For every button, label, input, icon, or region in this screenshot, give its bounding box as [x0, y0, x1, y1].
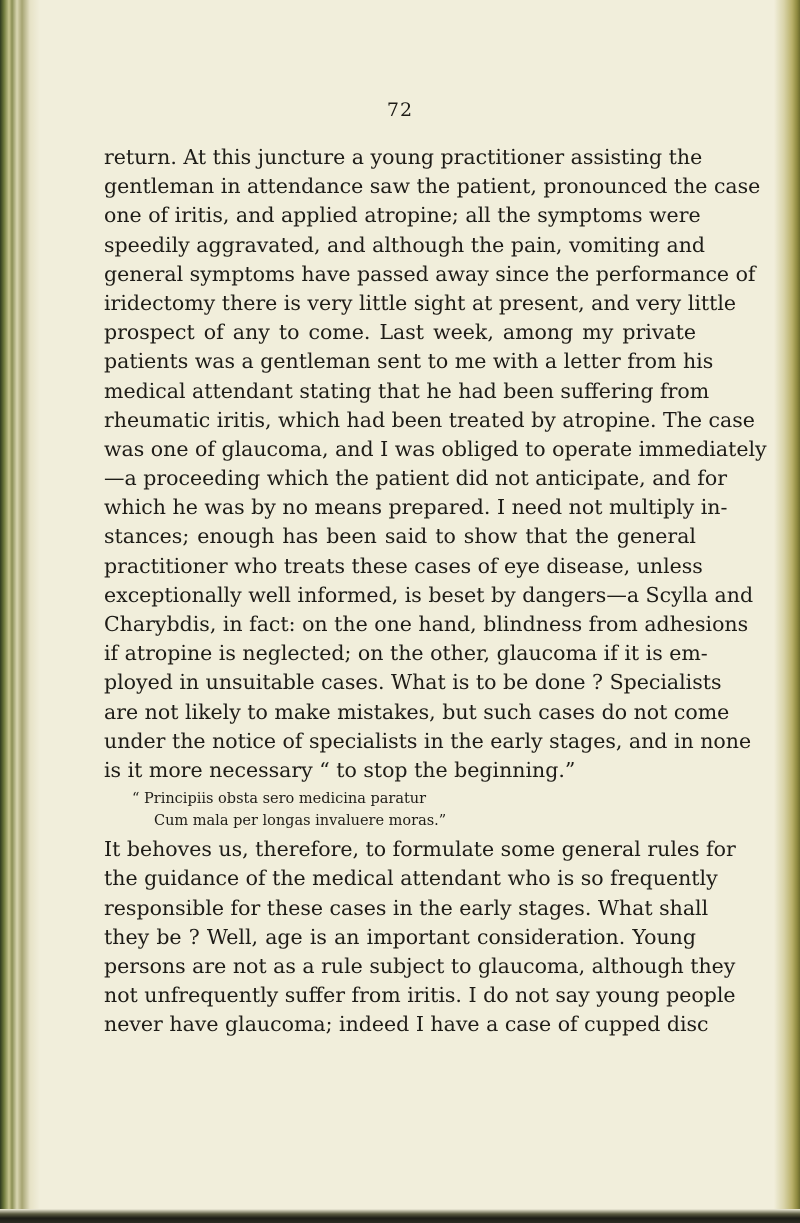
text-line: which he was by no means prepared. I need not multiply in- [104, 495, 728, 520]
text-line: gentleman in attendance saw the patient, pronounced the case [104, 174, 761, 199]
text-line: patients was a gentleman sent to me with a letter from his [104, 349, 714, 374]
page-edge-right [774, 0, 800, 1223]
page-edge-bottom [0, 1209, 800, 1223]
text-line: the guidance of the medical attendant who is so frequently [104, 866, 718, 891]
text-line: are not likely to make mistakes, but such cases do not come [104, 699, 730, 724]
paragraph-2 [104, 835, 736, 1039]
body-text [104, 143, 767, 1039]
text-line: persons are not as a rule subject to glaucoma, although they [104, 953, 736, 978]
text-line: prospect of any to come. Last week, among my private [104, 320, 696, 345]
text-line: one of iritis, and applied atropine; all the symptoms were [104, 203, 701, 228]
latin-quotation [104, 788, 696, 832]
text-line: not unfrequently suffer from iritis. I do not say young people [104, 983, 736, 1008]
text-line: ployed in unsuitable cases. What is to be done ? Specialists [104, 670, 722, 695]
text-line: responsible for these cases in the early stages. What shall [104, 895, 709, 920]
text-line: It behoves us, therefore, to formulate some general rules for [104, 837, 736, 862]
text-line: general symptoms have passed away since the performance of [104, 261, 756, 286]
quote-line: Cum mala per longas invaluere moras.” [154, 813, 447, 830]
text-line: iridectomy there is very little sight at present, and very little [104, 290, 737, 315]
text-line: practitioner who treats these cases of eye disease, unless [104, 553, 703, 578]
text-line: —a proceeding which the patient did not anticipate, and for [104, 466, 728, 491]
text-line: exceptionally well informed, is beset by dangers—a Scylla and [104, 582, 754, 607]
text-line: under the notice of specialists in the early stages, and in none [104, 728, 752, 753]
text-line: stances; enough has been said to show that the general [104, 524, 696, 549]
quote-line: “ Principiis obsta sero medicina paratur [132, 791, 427, 808]
text-line: if atropine is neglected; on the other, glaucoma if it is em- [104, 641, 708, 666]
text-line: speedily aggravated, and although the pain, vomiting and [104, 232, 706, 257]
text-line: never have glaucoma; indeed I have a case of cupped disc [104, 1012, 709, 1037]
text-line: is it more necessary “ to stop the beginning.” [104, 757, 576, 782]
text-line: was one of glaucoma, and I was obliged to operate immediately [104, 436, 767, 461]
text-line: Charybdis, in fact: on the one hand, blindness from adhesions [104, 612, 749, 636]
page-number: 72 [386, 99, 414, 121]
text-line: they be ? Well, age is an important consideration. Young [104, 924, 696, 949]
text-line: rheumatic iritis, which had been treated by atropine. The case [104, 407, 755, 432]
text-line: return. At this juncture a young practitioner assisting the [104, 145, 703, 169]
paragraph-1 [104, 143, 767, 785]
book-spine-shadow [0, 0, 40, 1223]
text-line: medical attendant stating that he had been suffering from [104, 378, 710, 403]
